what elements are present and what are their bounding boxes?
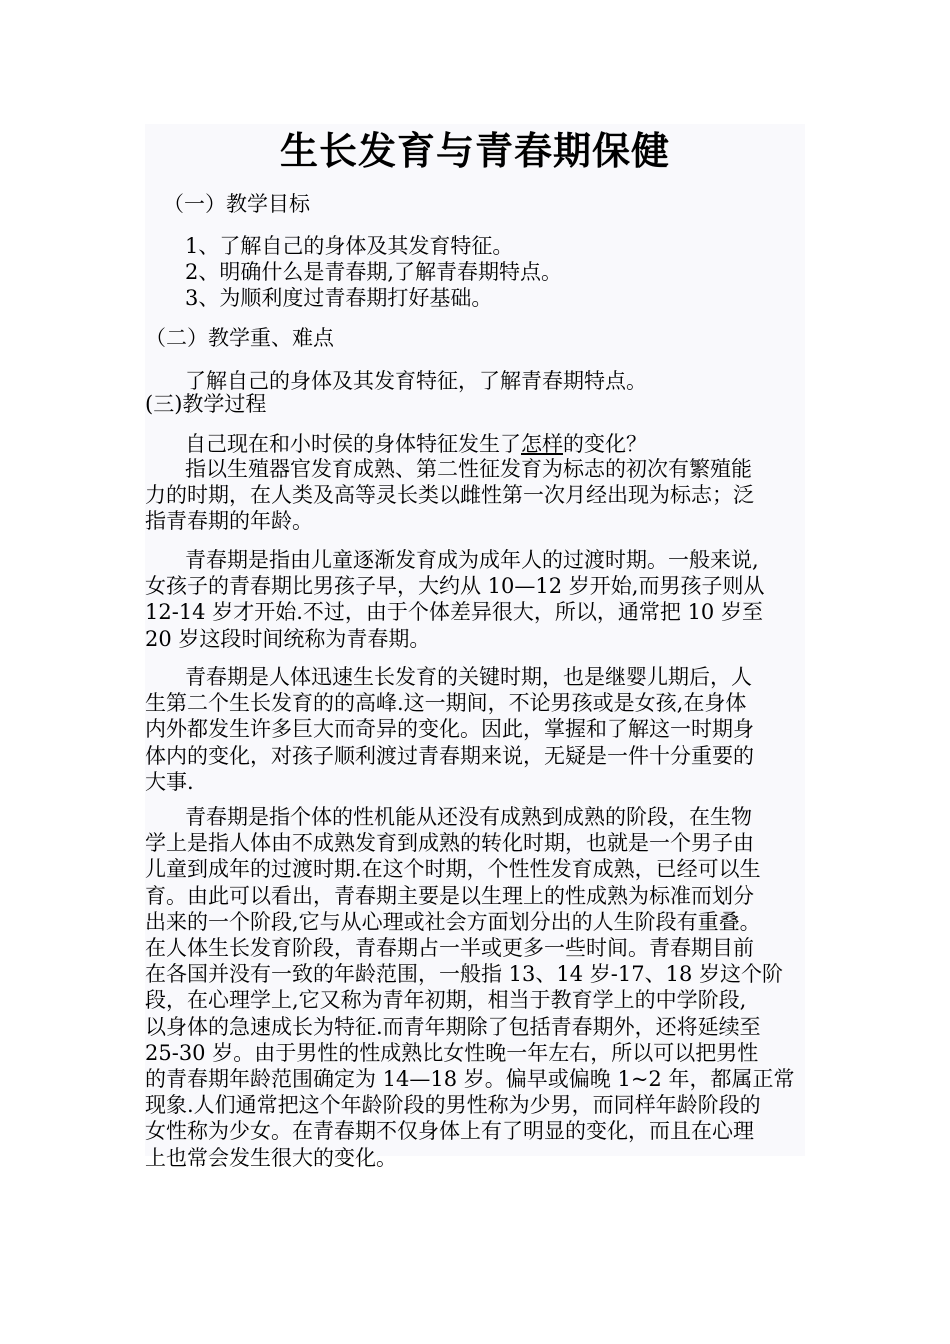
paragraph-line: 上也常会发生很大的变化。 [145,1145,397,1170]
paragraph-line: 在各国并没有一致的年龄范围，一般指 13、14 岁-17、18 岁这个阶 [145,962,784,987]
paragraph-line: 青春期是指由儿童逐渐发育成为成年人的过渡时期。一般来说, [185,548,759,572]
paragraph-definition [145,456,805,535]
paragraph-line: 指以生殖器官发育成熟、第二性征发育为标志的初次有繁殖能 [185,457,752,481]
paragraph-line: 力的时期，在人类及高等灵长类以雌性第一次月经出现为标志；泛 [145,483,754,508]
paragraph-line: 学上是指人体由不成熟发育到成熟的转化时期，也就是一个男子由 [145,831,754,856]
paragraph-line: 段，在心理学上,它又称为青年初期，相当于教育学上的中学阶段, [145,988,747,1013]
document-page [145,124,805,1170]
key-points-text: 了解自己的身体及其发育特征，了解青春期特点。 [185,369,647,393]
paragraph-line: 出来的一个阶段,它与从心理或社会方面划分出的人生阶段有重叠。 [145,909,761,934]
paragraph-line: 女孩子的青春期比男孩子早，大约从 10—12 岁开始,而男孩子则从 [145,574,765,599]
paragraph-sexual-maturity [145,804,805,1171]
document-title: 生长发育与青春期保健 [279,128,670,173]
paragraph-growth-peak [145,664,805,795]
paragraph-line: 女性称为少女。在青春期不仅身体上有了明显的变化，而且在心理 [145,1119,754,1144]
paragraph-line: 在人体生长发育阶段，青春期占一半或更多一些时间。青春期目前 [145,936,754,961]
paragraph-line: 青春期是人体迅速生长发育的关键时期，也是继婴儿期后，人 [185,665,752,689]
paragraph-line: 内外都发生许多巨大而奇异的变化。因此，掌握和了解这一时期身 [145,717,754,742]
section-heading-key-points: （二）教学重、难点 [145,326,334,350]
paragraph-adolescence-period [145,547,805,652]
objective-item: 1、了解自己的身体及其发育特征。 [185,234,514,258]
paragraph-line: 的青春期年龄范围确定为 14—18 岁。偏早或偏晚 1~2 年，都属正常 [145,1067,795,1092]
objective-item: 2、明确什么是青春期,了解青春期特点。 [185,260,563,284]
paragraph-line: 育。由此可以看出，青春期主要是以生理上的性成熟为标准而划分 [145,883,754,908]
paragraph-line: 25-30 岁。由于男性的性成熟比女性晚一年左右，所以可以把男性 [145,1040,759,1065]
paragraph-line: 大事. [145,769,194,794]
paragraph-line: 指青春期的年龄。 [145,509,313,534]
paragraph-line: 现象.人们通常把这个年龄阶段的男性称为少男，而同样年龄阶段的 [145,1093,761,1118]
paragraph-line: 体内的变化，对孩子顺利渡过青春期来说，无疑是一件十分重要的 [145,743,754,768]
question-text: 的变化？ [563,432,647,456]
paragraph-line: 青春期是指个体的性机能从还没有成熟到成熟的阶段，在生物 [185,805,752,829]
section-heading-objectives: （一）教学目标 [163,192,310,216]
paragraph-line: 以身体的急速成长为特征.而青年期除了包括青春期外，还将延续至 [145,1014,761,1039]
paragraph-line: 儿童到成年的过渡时期.在这个时期，个性性发育成熟，已经可以生 [145,857,761,882]
paragraph-line: 生第二个生长发育的的高峰.这一期间，不论男孩或是女孩,在身体 [145,691,747,716]
paragraph-line: 20 岁这段时间统称为青春期。 [145,626,431,651]
question-underlined-text: 怎样 [521,432,563,456]
process-question [185,430,647,458]
section-heading-process: (三)教学过程 [145,392,267,416]
question-text: 自己现在和小时侯的身体特征发生了 [185,432,521,456]
paragraph-line: 12-14 岁才开始.不过，由于个体差异很大，所以，通常把 10 岁至 [145,600,763,625]
objective-item: 3、为顺利度过青春期打好基础。 [185,286,493,310]
